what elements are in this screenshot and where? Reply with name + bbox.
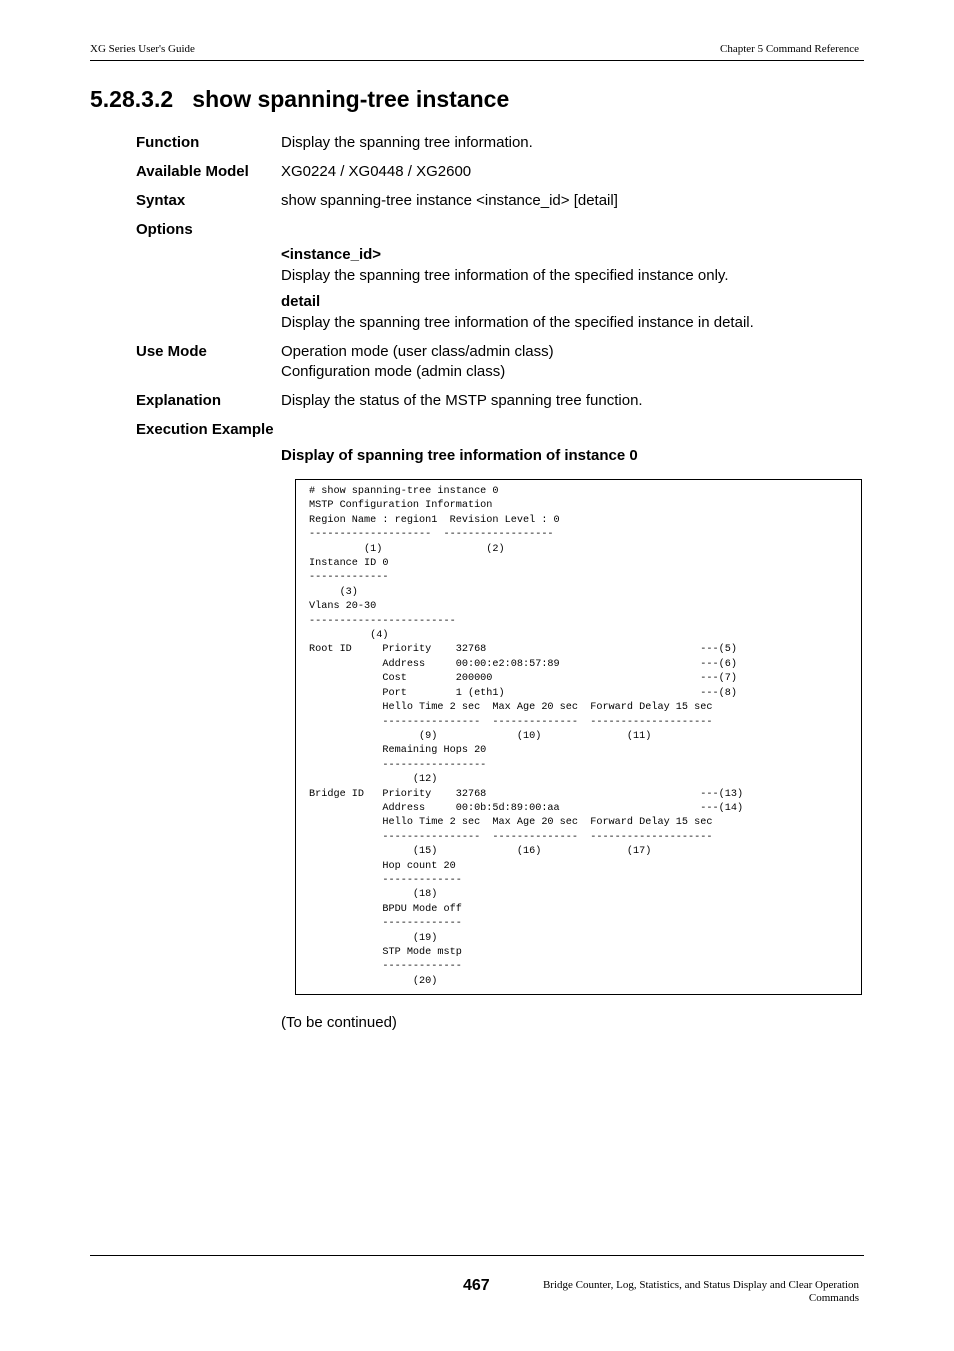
header-chapter-title: Chapter 5 Command Reference: [720, 43, 859, 55]
footer-title-line-1: Bridge Counter, Log, Statistics, and Status Display and Clear Operation: [542, 1279, 859, 1291]
footer-section-title: [499, 1279, 859, 1305]
use-mode-line-2: Configuration mode (admin class): [281, 363, 506, 380]
code-example-text: # show spanning-tree instance 0 MSTP Configuration Information Region Name : region1 Revision Level : 0 -------------------- ------------------ (1) (2) Instance ID 0 ------------- (3) Vlans 20-30 ------------------------ (4) Root ID Priority 32768 ---(5) Address 00:00:e2:08:57:89 ---(6) Cost 200000 ---(7) Port 1 (eth1) ---(8) Hello Time 2 sec Max Age 20 sec Forward Delay 15 sec ---------------- -------------- -------------------- (9) (10) (11) Remaining Hops 20 ----------------- (12) Bridge ID Priority 32768 ---(13) Address 00:0b:5d:89:00:aa ---(14) Hello Time 2 sec Max Age 20 sec Forward Delay 15 sec ---------------- -------------- -------------------- (15) (16) (17) Hop count 20 ------------- (18) BPDU Mode off ------------- (19) STP Mode mstp ------------- (20): [309, 486, 744, 987]
syntax-value: show spanning-tree instance <instance_id> [detail]: [281, 192, 618, 209]
syntax-label: Syntax: [136, 192, 186, 209]
footer-title-line-2: Commands: [808, 1292, 859, 1304]
option-instance-id-desc: Display the spanning tree information of the specified instance only.: [281, 267, 729, 284]
options-label: Options: [136, 221, 193, 238]
option-detail-desc: Display the spanning tree information of the specified instance in detail.: [281, 314, 754, 331]
explanation-label: Explanation: [136, 392, 222, 409]
page-number: 467: [463, 1277, 490, 1294]
option-instance-id-name: <instance_id>: [281, 246, 382, 263]
code-example-box: [295, 479, 862, 995]
to-be-continued-note: (To be continued): [281, 1014, 397, 1031]
available-model-label: Available Model: [136, 163, 249, 180]
available-model-value: XG0224 / XG0448 / XG2600: [281, 163, 472, 180]
use-mode-label: Use Mode: [136, 343, 207, 360]
use-mode-line-1: Operation mode (user class/admin class): [281, 343, 554, 360]
execution-example-label: Execution Example: [136, 421, 274, 438]
execution-example-title: Display of spanning tree information of instance 0: [281, 447, 638, 464]
footer-divider: [90, 1255, 864, 1256]
header-guide-title: XG Series User's Guide: [90, 43, 195, 55]
header-divider: [90, 60, 864, 61]
section-title: 5.28.3.2 show spanning-tree instance: [90, 86, 510, 112]
option-detail-name: detail: [281, 293, 321, 310]
explanation-value: Display the status of the MSTP spanning tree function.: [281, 392, 643, 409]
function-label: Function: [136, 134, 200, 151]
function-value: Display the spanning tree information.: [281, 134, 533, 151]
